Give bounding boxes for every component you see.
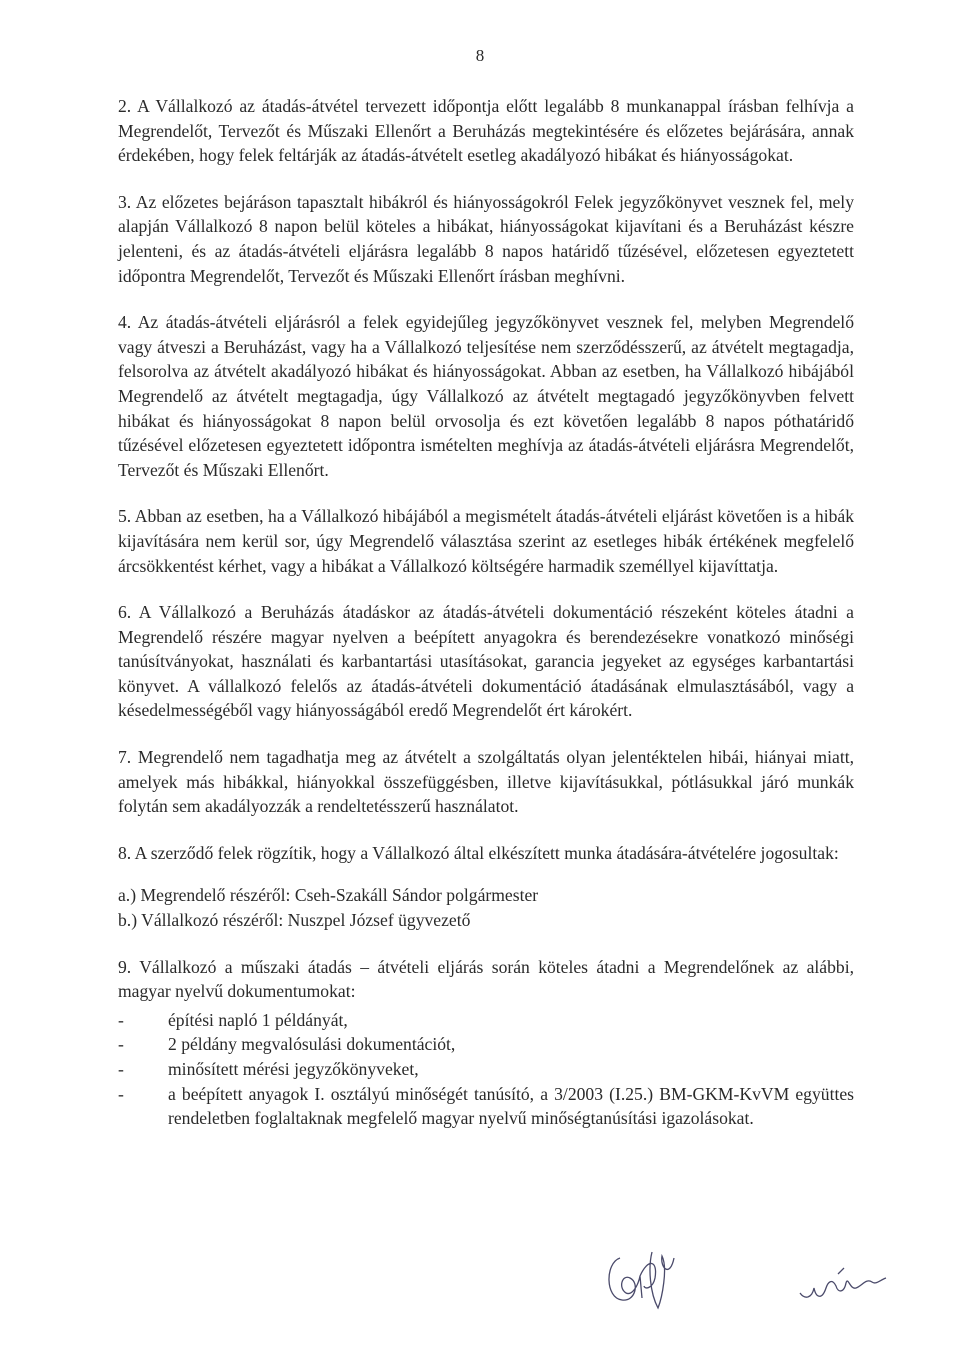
paragraph-8: 8. A szerződő felek rögzítik, hogy a Vállalkozó által elkészített munka átadására-átvételére jogosultak: xyxy=(118,842,839,863)
page-number: 8 xyxy=(475,46,485,65)
representative-client: a.) Megrendelő részéről: Cseh-Szakáll Sándor polgármester xyxy=(118,885,539,906)
representative-contractor: b.) Vállalkozó részéről: Nuszpel József ügyvezető xyxy=(118,910,471,931)
initials-signature-icon xyxy=(600,1238,900,1318)
document-body xyxy=(118,94,854,1131)
list-item: - építési napló 1 példányát, xyxy=(118,1008,854,1033)
signatures xyxy=(600,1238,900,1318)
list-item: - 2 példány megvalósulási dokumentációt, xyxy=(118,1032,854,1057)
paragraph-3: 3. Az előzetes bejáráson tapasztalt hibákról és hiányosságokról Felek jegyzőkönyvet vesznek fel, mely alapján Vállalkozó 8 napon belül köteles a hibákat, hiányosságokat kijavítani és a Beruházást készre jelenteni, és az átadás-átvételi eljárásra legalább 8 napos határidő tűzésével, előzetesen egyeztetett időpontra Megrendelőt, Tervezőt és Műszaki Ellenőrt írásban meghívni. xyxy=(118,191,854,286)
list-item: - minősített mérési jegyzőkönyveket, xyxy=(118,1057,854,1082)
paragraph-7: 7. Megrendelő nem tagadhatja meg az átvételt a szolgáltatás olyan jelentéktelen hibái, hiányai miatt, amelyek más hibákkal, hiányokkal összefüggésben, illetve kijavításukkal, pótlásukkal járó munkák folytán sem akadályozzák a rendeltetésszerű használatot. xyxy=(118,747,854,817)
paragraph-4: 4. Az átadás-átvételi eljárásról a felek egyidejűleg jegyzőkönyvet vesznek fel, melyben Megrendelő vagy átveszi a Beruházást, vagy ha a Vállalkozó teljesítése nem szerződésszerű, az átvételt megtagadja, felsorolva az átvételt akadályozó hibákat és hiányosságokat. Abban az esetben, ha Vállalkozó hibájából Megrendelő az átvételt megtagadja, úgy Vállalkozó az átvételt megtagadó jegyzőkönyvben felvett hibákat és hiányosságokat 8 napon belül orvosolja és ezt követően legalább 8 napos póthatáridő tűzésével előzetesen egyeztetett időpontra ismételten meghívja az átadás-átvételi eljárásra Megrendelőt, Tervezőt és Műszaki Ellenőrt. xyxy=(118,312,854,480)
list-item: - a beépített anyagok I. osztályú minőségét tanúsító, a 3/2003 (I.25.) BM-GKM-KvVM együttes rendeletben foglaltaknak megfelelő magyar nyelvű minőségtanúsítási igazolásokat. xyxy=(118,1082,854,1131)
paragraph-6: 6. A Vállalkozó a Beruházás átadáskor az átadás-átvételi dokumentáció részeként köteles átadni a Megrendelő részére magyar nyelven a beépített anyagokra és berendezésekre vonatkozó minőségi tanúsítványokat, használati és karbantartási utasításokat, garancia jegyeket az egységes karbantartási könyvet. A vállalkozó felelős az átadás-átvételi dokumentáció átadásának elmulasztásából, vagy a késedelmességéből vagy hiányosságából eredő Megrendelőt ért károkért. xyxy=(118,602,854,721)
paragraph-5: 5. Abban az esetben, ha a Vállalkozó hibájából a megismételt átadás-átvételi eljárást követően is a hibák kijavítására nem kerül sor, úgy Megrendelő választása szerint az esetleges hibák értékének megfelelő árcsökkentést kérhet, vagy a hibákat a Vállalkozó költségére harmadik személlyel kijavíttatja. xyxy=(118,506,854,576)
paragraph-9: 9. Vállalkozó a műszaki átadás – átvételi eljárás során köteles átadni a Megrendelőnek az alábbi, magyar nyelvű dokumentumokat: xyxy=(118,956,854,1002)
documents-list xyxy=(118,1008,854,1131)
paragraph-2: 2. A Vállalkozó az átadás-átvétel tervezett időpontja előtt legalább 8 munkanappal írásban felhívja a Megrendelőt, Tervezőt és Műszaki Ellenőrt a Beruházás megtekintésére és előzetes bejárására, annak érdekében, hogy felek feltárják az átadás-átvételt esetleg akadályozó hibákat és hiányosságokat. xyxy=(118,96,854,166)
representatives-list xyxy=(118,883,854,932)
